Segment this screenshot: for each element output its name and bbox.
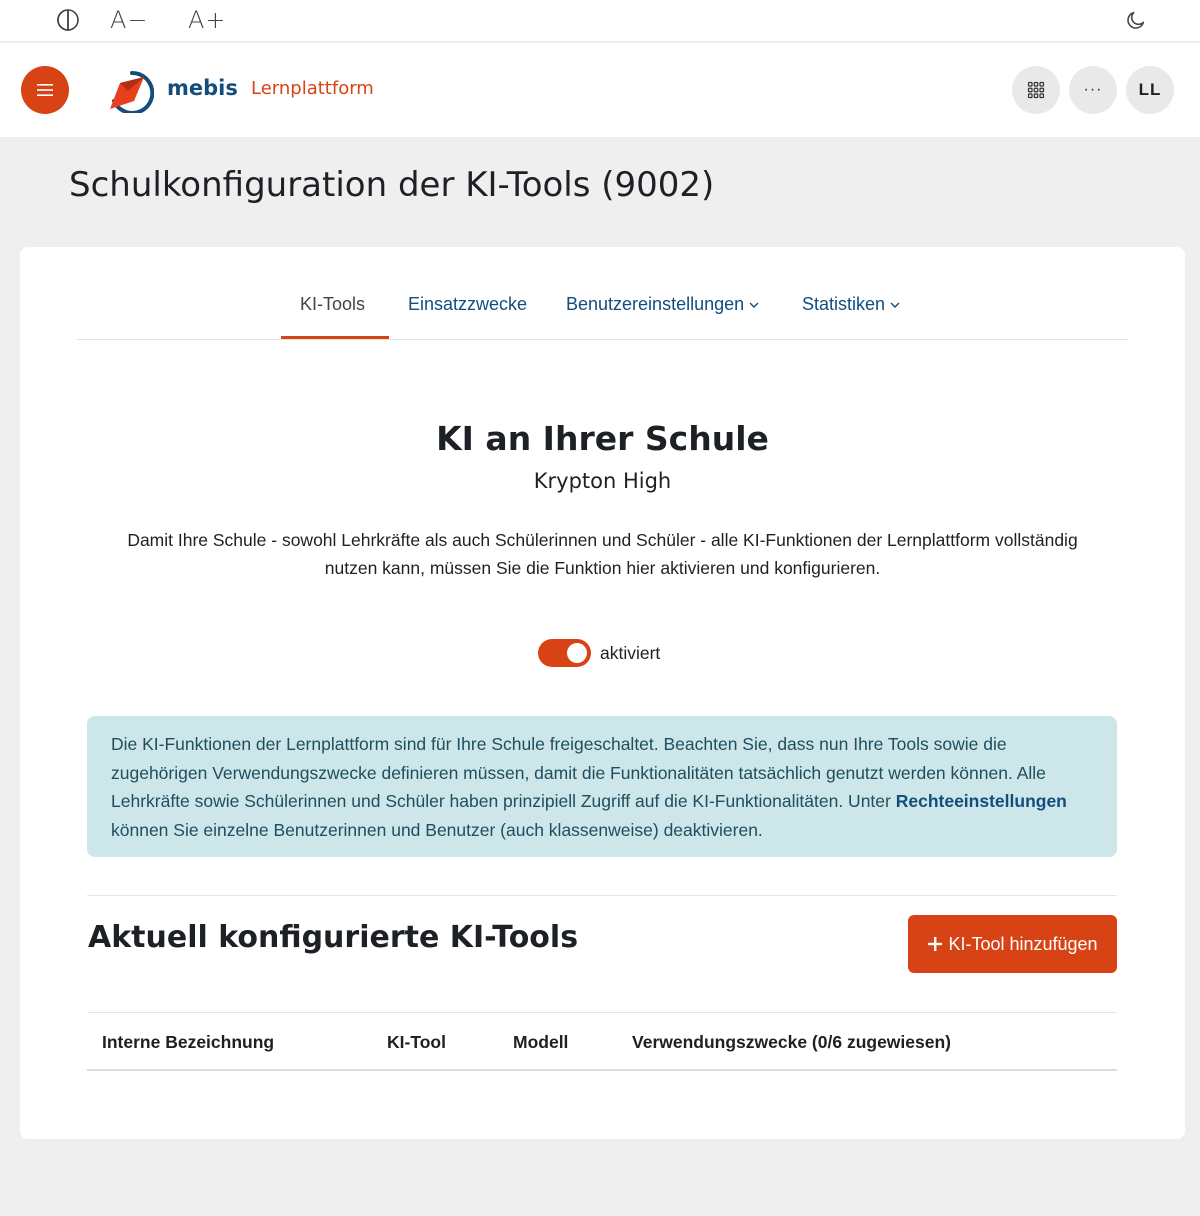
brand-name[interactable]: mebis [167,76,238,100]
user-avatar[interactable] [1126,66,1174,114]
school-name: Krypton High [533,469,672,493]
contrast-icon [56,8,80,32]
rights-settings-link[interactable]: Rechteeinstellungen [895,791,1067,811]
alert-text-before: Die KI-Funktionen der Lernplattform sind für Ihre Schule freigeschaltet. Beachten Sie, dass nun Ihre Tools sowie die zugehörigen Verwendungszwecke definieren müssen, damit die Funktionalitäten tatsächlich genutzt werden können. Alle Lehrkräfte sowie Schülerinnen und Schüler haben prinzipiell Zugriff auf die KI-Funktionalitäten. Unter [111,734,1046,811]
add-ki-tool-label: KI-Tool hinzufügen [948,933,1098,954]
more-icon: ··· [1083,81,1103,98]
apps-button[interactable] [1012,66,1060,114]
page-title: Schulkonfiguration der KI-Tools (9002) [69,165,715,205]
toggle-label: aktiviert [600,642,661,663]
configured-tools-title: Aktuell konfigurierte KI-Tools [88,920,579,955]
mebis-logo[interactable] [106,67,154,113]
tab-ki-tools[interactable] [300,294,365,315]
font-decrease-label: A− [110,6,149,34]
avatar-initials: LL [1138,80,1162,99]
column-header-internal-name[interactable]: Interne Bezeichnung [102,1032,275,1052]
hamburger-icon [36,83,54,97]
tab-label: Statistiken [802,294,886,314]
menu-button[interactable] [21,66,69,114]
tab-label: KI-Tools [300,294,366,314]
font-increase-button[interactable] [188,4,227,36]
tab-einsatzzwecke[interactable] [408,294,527,315]
moon-icon [1125,9,1147,31]
dark-mode-button[interactable] [1125,4,1147,36]
site-header [0,43,1200,137]
font-decrease-button[interactable] [110,4,149,36]
column-header-purposes[interactable]: Verwendungszwecke (0/6 zugewiesen) [632,1032,951,1052]
font-increase-label: A+ [188,6,227,34]
tab-label: Einsatzzwecke [408,294,528,314]
grid-icon [1027,81,1045,99]
ki-activation-toggle[interactable] [538,639,591,667]
hero-description: Damit Ihre Schule - sowohl Lehrkräfte als auch Schülerinnen und Schüler - alle KI-Funktionen der Lernplattform vollständig nutzen kann, müssen Sie die Funktion hier aktivieren und konfigurieren. [127,530,1078,578]
tab-bar [77,247,1128,340]
tab-label: Benutzereinstellungen [566,294,745,314]
add-ki-tool-button[interactable] [908,915,1117,973]
more-button[interactable] [1069,66,1117,114]
column-header-ki-tool[interactable]: KI-Tool [387,1032,446,1052]
tools-table-header [87,1012,1117,1071]
ki-activation-toggle-group [538,639,660,667]
chevron-down-icon [890,302,900,308]
tab-benutzereinstellungen[interactable] [566,294,759,315]
main-card [20,247,1185,1139]
alert-text-after: können Sie einzelne Benutzerinnen und Benutzer (auch klassenweise) deaktivieren. [111,819,763,840]
section-divider [87,895,1117,896]
brand-subtitle: Lernplattform [251,78,374,99]
toggle-knob [567,643,587,663]
info-alert [87,716,1117,857]
accessibility-bar [0,0,1200,42]
contrast-button[interactable] [56,4,80,36]
hero-title: KI an Ihrer Schule [436,419,769,458]
chevron-down-icon [749,302,759,308]
mebis-logo-icon [106,67,154,113]
tab-statistiken[interactable] [802,294,900,315]
plus-icon [927,936,943,952]
active-tab-indicator [281,336,389,339]
column-header-model[interactable]: Modell [513,1032,569,1052]
